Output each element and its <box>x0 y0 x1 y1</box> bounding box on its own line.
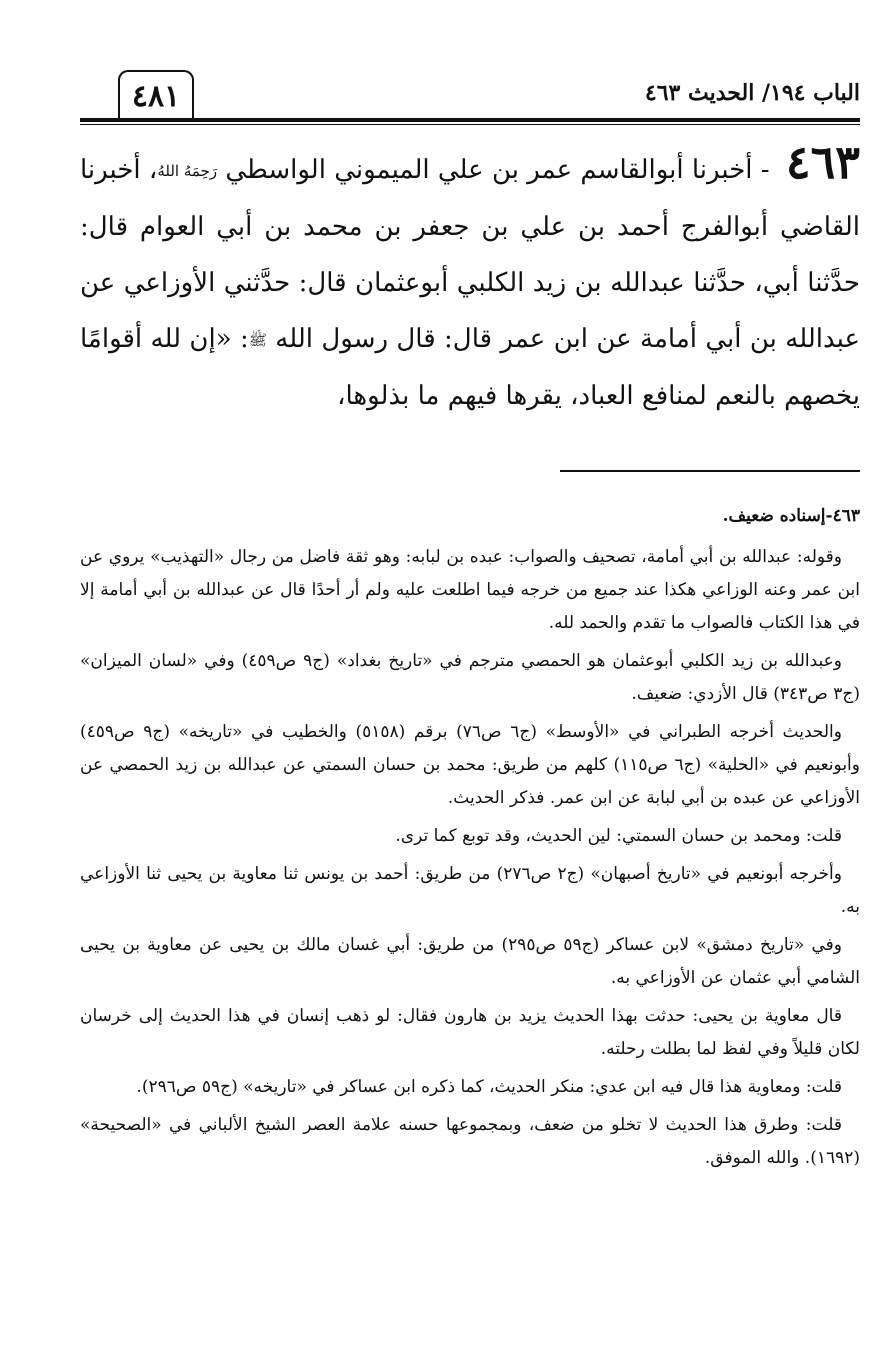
footnote-paragraph: قلت: ومحمد بن حسان السمتي: لين الحديث، وقد توبع كما ترى. <box>395 826 842 846</box>
footnote-paragraph: وقوله: عبدالله بن أبي أمامة، تصحيف والصواب: عبده بن لبابه: وهو ثقة فاضل من رجال «التهذيب» يروي عن ابن عمر وعنه الوزاعي هكذا عند جميع من خرجه فيما اطلعت عليه ولم أر أحدًا قال عن عبدالله بن أبي أمامة إلا في هذا الكتاب فالصواب ما تقدم والحمد لله. <box>80 547 860 633</box>
book-page <box>80 60 860 1330</box>
footnotes <box>80 500 860 1175</box>
page-header <box>80 60 860 124</box>
footnote-paragraph: والحديث أخرجه الطبراني في «الأوسط» (ج٦ ص٧٦) برقم (٥١٥٨) والخطيب في «تاريخه» (ج٩ ص٤٥٩) وأبونعيم في «الحلية» (ج٦ ص١١٥) كلهم من طريق: محمد بن حسان السمتي عن عبدالله بن زيد الحمصي عن الأوزاعي عن عبده بن أبي لبابة عن ابن عمر. فذكر الحديث. <box>80 722 860 808</box>
footnote-paragraph: قال معاوية بن يحيى: حدثت بهذا الحديث يزيد بن هارون فقال: لو ذهب إنسان في هذا الحديث إلى خرسان لكان قليلاً وفي لفظ لما بطلت رحلته. <box>80 1006 860 1059</box>
footnote-heading: ٤٦٣-إسناده ضعيف. <box>722 506 860 526</box>
footnote-paragraph: قلت: ومعاوية هذا قال فيه ابن عدي: منكر الحديث، كما ذكره ابن عساكر في «تاريخه» (ج٥٩ ص٢٩٦). <box>136 1077 842 1097</box>
running-title: الباب ١٩٤/ الحديث ٤٦٣ <box>644 80 860 106</box>
footnote-separator <box>560 470 860 472</box>
honorific-mark-1: رَحِمَهُ اللهُ <box>157 162 218 180</box>
honorific-mark-2: ﷺ <box>248 331 267 349</box>
hadith-text-part-2: ، أخبرنا القاضي أبوالفرج أحمد بن علي بن جعفر بن محمد بن أبي العوام قال: حدَّثنا أبي، حدَّثنا عبدالله بن زيد الكلبي أبوعثمان قال: حدَّثني الأوزاعي عن عبدالله بن أبي أمامة عن ابن عمر قال: قال رسول الله <box>80 155 860 354</box>
hadith-text-part-3: : «إن لله أقوامًا يخصهم بالنعم لمنافع العباد، يقرها فيهم ما بذلوها، <box>80 324 860 411</box>
footnote-paragraph: وأخرجه أبونعيم في «تاريخ أصبهان» (ج٢ ص٢٧٦) من طريق: أحمد بن يونس ثنا معاوية بن يحيى ثنا الأوزاعي به. <box>80 864 860 917</box>
page-number: ٤٨١ <box>118 70 194 120</box>
hadith-number: ٤٦٣ <box>785 135 860 189</box>
hadith-text <box>80 134 860 424</box>
header-rule-thin <box>80 124 860 125</box>
footnote-paragraph: وفي «تاريخ دمشق» لابن عساكر (ج٥٩ ص٢٩٥) من طريق: أبي غسان مالك بن يحيى عن معاوية بن يحيى الشامي أبي عثمان عن الأوزاعي به. <box>80 935 860 988</box>
footnote-paragraph: وعبدالله بن زيد الكلبي أبوعثمان هو الحمصي مترجم في «تاريخ بغداد» (ج٩ ص٤٥٩) وفي «لسان الميزان» (ج٣ ص٣٤٣) قال الأزدي: ضعيف. <box>80 651 860 704</box>
hadith-text-part-1: - أخبرنا أبوالقاسم عمر بن علي الميموني الواسطي <box>217 155 778 185</box>
header-rule <box>80 118 860 122</box>
footnote-paragraph: قلت: وطرق هذا الحديث لا تخلو من ضعف، وبمجموعها حسنه علامة العصر الشيخ الألباني في «الصحيحة» (١٦٩٢). والله الموفق. <box>80 1115 860 1168</box>
